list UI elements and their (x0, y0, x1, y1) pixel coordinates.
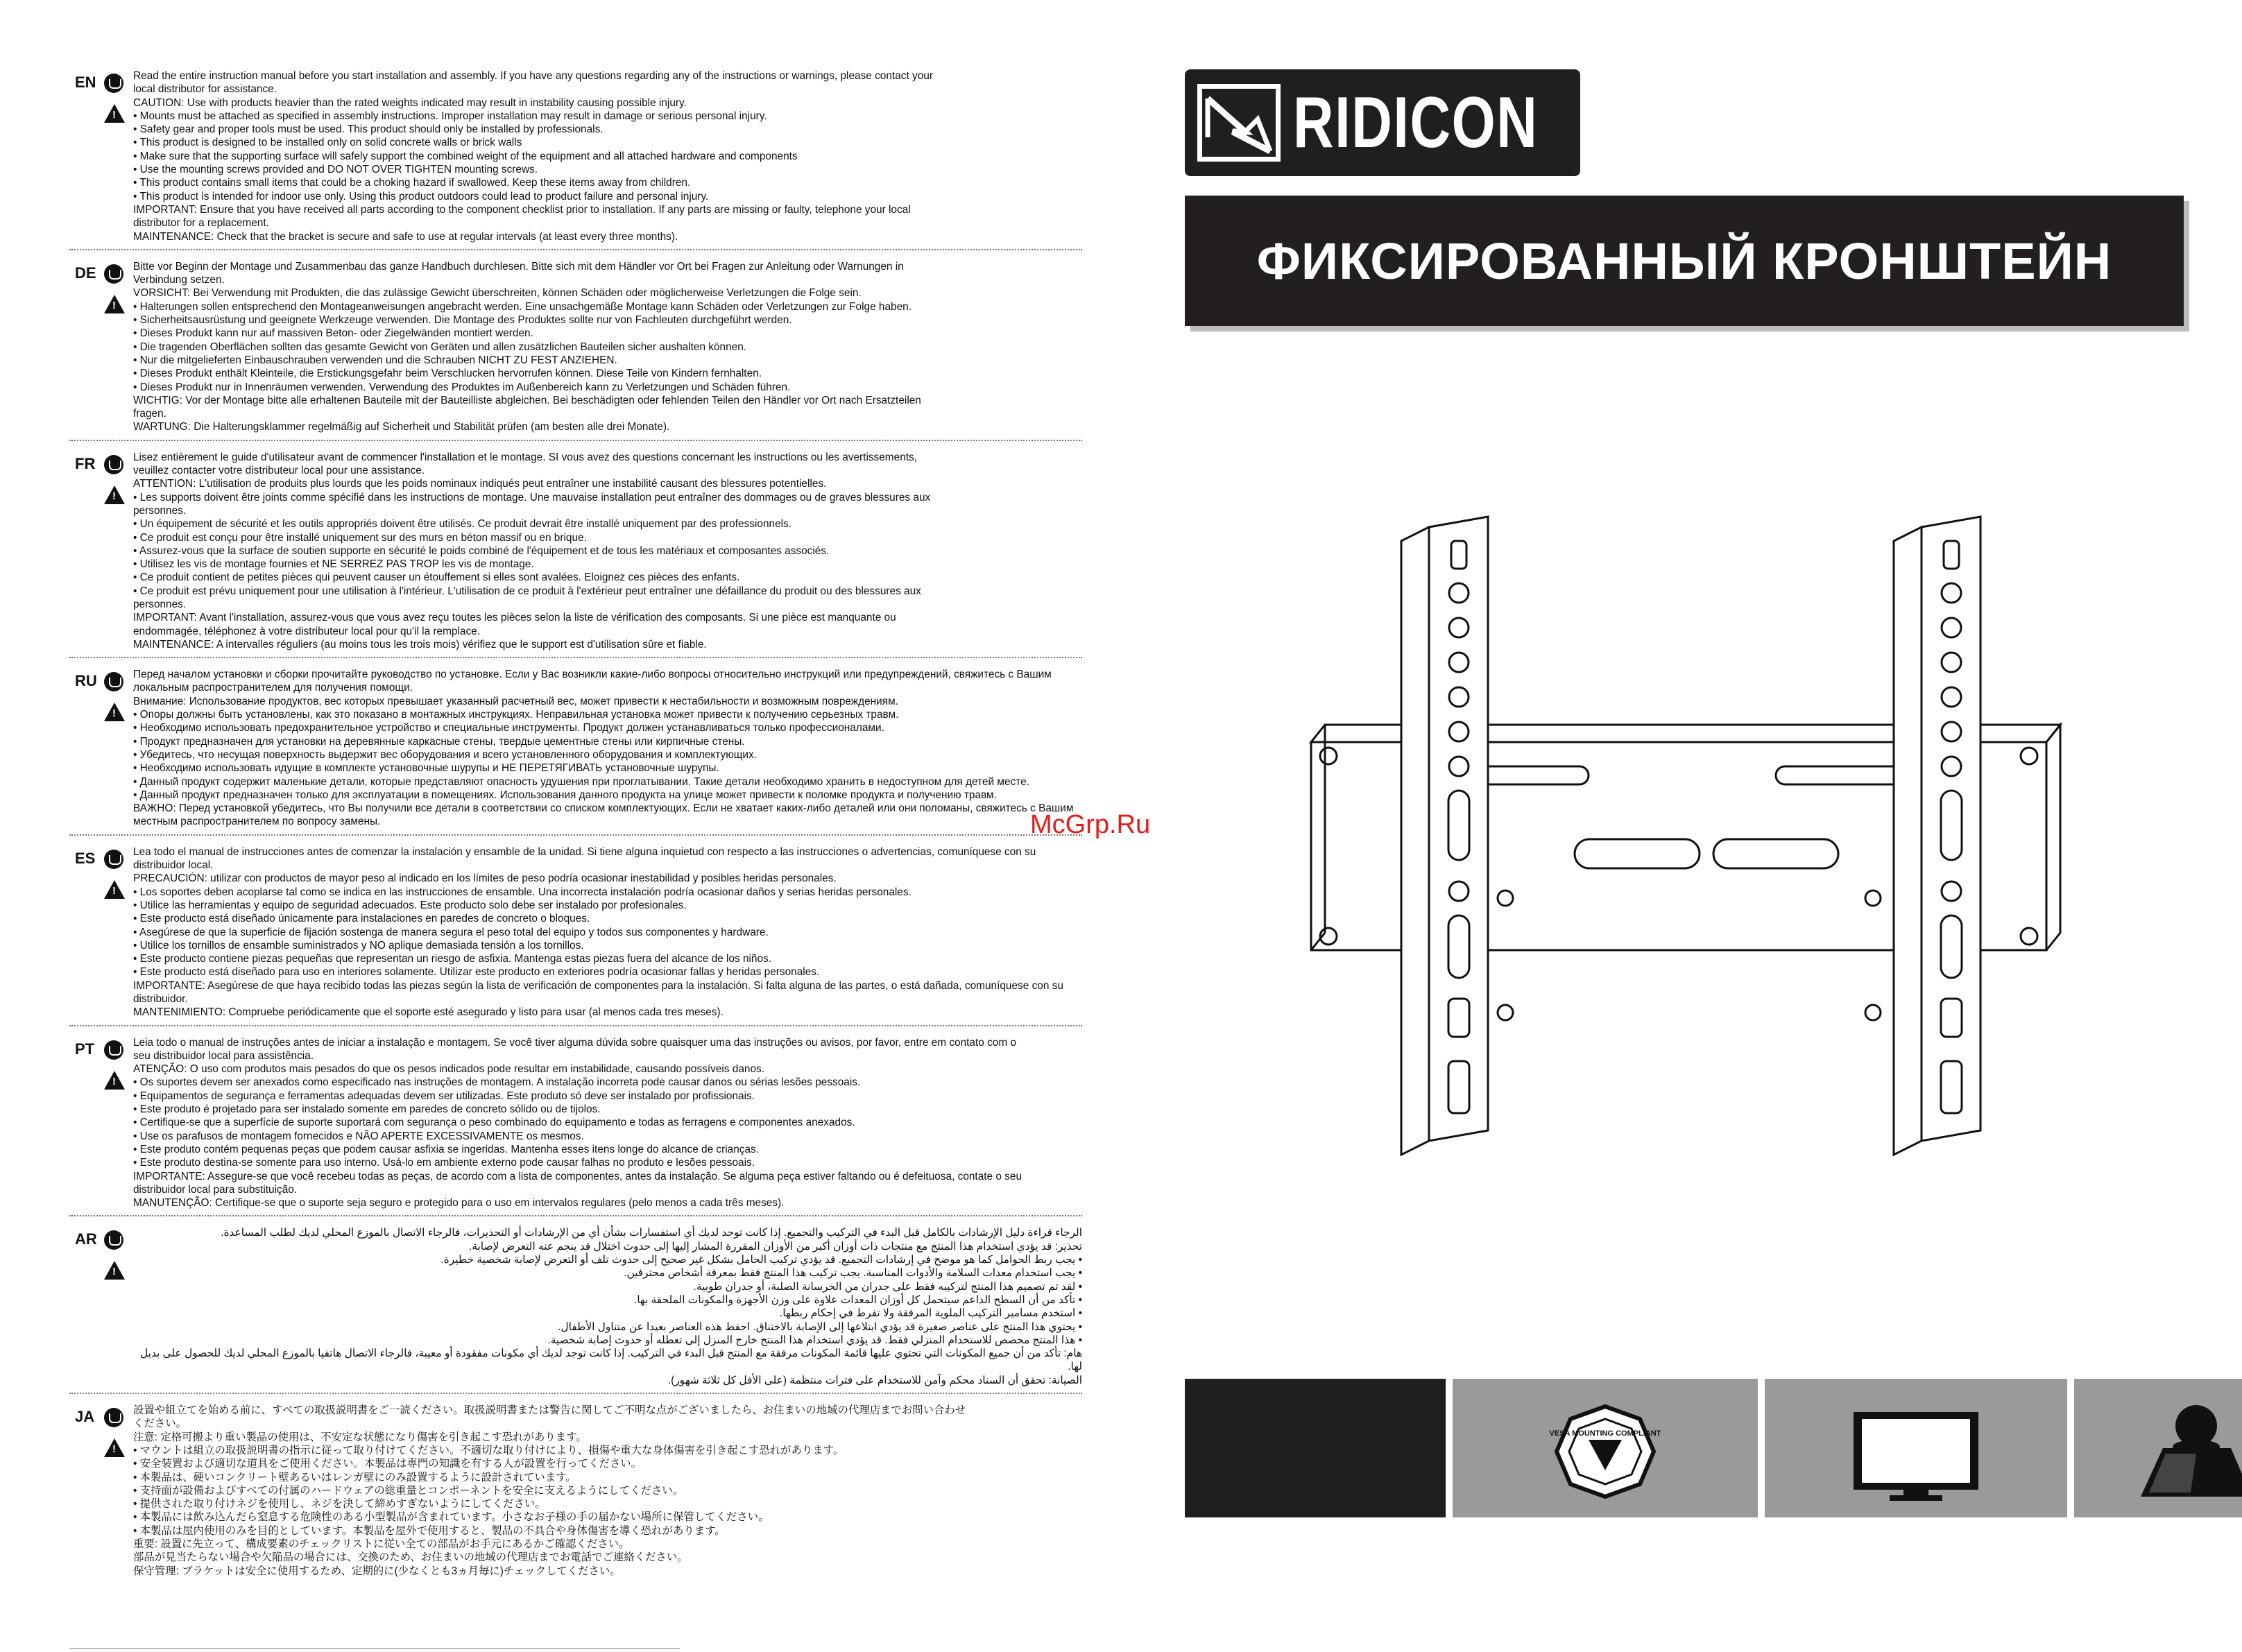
instruction-line: الصيانة: تحقق أن السناد محكم وآمن للاستخدام على فترات منتظمة (على الأقل كل ثلاثة شهور). (667, 1374, 1082, 1386)
instruction-line: • Los soportes deben acoplarse tal como se indica en las instrucciones de ensamble. Una incorrecta instalación podría ocasionar daños y serias heridas personales. (133, 886, 912, 898)
instruction-line: distributor for a replacement. (133, 217, 269, 230)
instruction-line: • 提供された取り付けネジを使用し、ネジを決して締めすぎないようにしてください。 (133, 1498, 546, 1511)
section-es (69, 845, 1082, 1026)
instruction-line: 注意: 定格可搬より重い製品の使用は、不安定な状態になり傷害を引き起こす恐れがあります。 (133, 1431, 587, 1443)
instruction-line: ВАЖНО: Перед установкой убедитесь, что Вы получили все детали в соответствии со списком комплектующих. Если не хватает каких-либо деталей или они поломаны, свяжитесь с Вашим (133, 802, 1074, 815)
instruction-line: • This product is designed to be installed only on solid concrete walls or brick walls (133, 137, 522, 149)
warning-icon (104, 1071, 125, 1090)
section-icons (104, 1408, 128, 1457)
language-code: DE (75, 264, 96, 282)
section-icons (104, 264, 128, 313)
feature-tile-tv (1765, 1379, 2067, 1517)
instruction-line: MAINTENANCE: A intervalles réguliers (au moins tous les trois mois) vérifiez que le support est d'utilisation sûre et fiable. (133, 638, 707, 651)
instruction-line: • Sicherheitsausrüstung und geeignete Werkzeuge verwenden. Die Montage des Produktes sollte nur von Fachleuten durchgeführt werden. (133, 314, 792, 327)
instruction-line: • يحتوي هذا المنتج على عناصر صغيرة قد يؤدي ابتلاعها إلى الإصابة بالاختناق. احفظ هذه العناصر بعيدا عن متناول الأطفال. (558, 1320, 1082, 1333)
instruction-line: • Safety gear and proper tools must be used. This product should only be installed by professionals. (133, 123, 604, 136)
instruction-line: • Utilisez les vis de montage fournies et NE SERREZ PAS TROP les vis de montage. (133, 558, 534, 571)
section-text (133, 1226, 1082, 1387)
instruction-line: personnes. (133, 598, 187, 610)
instruction-line: fragen. (133, 408, 166, 420)
language-code: PT (75, 1040, 95, 1058)
instruction-line: • Equipamentos de segurança e ferramentas adequadas devem ser utilizadas. Este produto só deve ser instalado por profissionais. (133, 1090, 755, 1102)
instruction-line: • Продукт предназначен для установки на деревянные каркасные стены, твердые цементные стены или кирпичные стены. (133, 735, 745, 748)
instruction-line: Внимание: Использование продуктов, вес которых превышает указанный расчетный вес, может привести к нестабильности и возможным повреждениям. (133, 695, 898, 707)
instruction-line: • Данный продукт предназначен только для эксплуатации в помещениях. Использования данного продукта на улице может привести к поломке продукта и получению травм. (133, 789, 997, 801)
instruction-line: veuillez contacter votre distributeur local pour une assistance. (133, 465, 425, 477)
section-icons (104, 1040, 128, 1090)
instruction-line: • Die tragenden Oberflächen sollten das gesamte Gewicht von Geräten und allen zusätzlichen Bauteilen sicher aushalten können. (133, 341, 747, 353)
weight-icon (2074, 1379, 2242, 1517)
instruction-line: • Необходимо использовать идущие в комплекте установочные шурупы и НЕ ПЕРЕТЯГИВАТЬ установочные шурупы. (133, 762, 719, 775)
instruction-line: местным распространителем по вопросу замены. (133, 816, 381, 828)
instruction-line: • Use os parafusos de montagem fornecidos e NÃO APERTE EXCESSIVAMENTE os mesmos. (133, 1130, 584, 1142)
instruction-line: • Assurez-vous que la surface de soutien supporte en sécurité le poids combiné de l'équipement et de tous les matériaux et composantes associés. (133, 544, 830, 557)
instruction-line: الرجاء قراءة دليل الإرشادات بالكامل قبل البدء في التركيب والتجميع. إذا كانت توجد لديك أي استفسارات بشأن أي من الإرشادات أو التحذيرات، فالرجاء الاتصال بالموزع المحلي لديك لطلب المساعدة. (221, 1227, 1082, 1239)
instruction-line: • Este produto destina-se somente para uso interno. Usá-lo em ambiente externo pode causar falhas no produto e lesões pessoais. (133, 1157, 755, 1169)
warning-icon (104, 880, 125, 899)
instruction-line: تحذير: قد يؤدي استخدام هذا المنتج مع منتجات ذات أوزان أكبر من الأوزان المقررة المشار إليها إلى حدوث اختلال قد ينجم عنه التعرض لإصابة. (468, 1240, 1082, 1253)
read-manual-icon (104, 1230, 123, 1250)
read-manual-icon (104, 1408, 123, 1427)
section-text (133, 69, 1082, 243)
instruction-line: • Необходимо использовать предохранительное устройство и специальные инструменты. Продукт должен устанавливаться только профессионалами. (133, 722, 884, 734)
read-manual-icon (104, 850, 123, 869)
instruction-line: IMPORTANTE: Assegure-se que você recebeu todas as peças, de acordo com a lista de componentes, antes da instalação. Se alguma peça estiver faltando ou é defeituosa, contate o seu (133, 1170, 1022, 1182)
instruction-line: • Un équipement de sécurité et les outils appropriés doivent être utilisés. Ce produit devrait être installé uniquement par des professionnels. (133, 518, 792, 531)
brand-name: RIDICON (1293, 82, 1539, 163)
read-manual-icon (104, 74, 123, 93)
instruction-line: • يجب ربط الحوامل كما هو موضح في إرشادات التجميع. قد يؤدي تركيب الحامل بشكل غير صحيح إلى حدوث تلف أو التعرض لإصابة شخصية خطيرة. (440, 1254, 1082, 1266)
instruction-line: distribuidor local para substituição. (133, 1183, 298, 1196)
instruction-line: CAUTION: Use with products heavier than the rated weights indicated may result in instability causing possible injury. (133, 96, 687, 109)
instruction-line: • Os suportes devem ser anexados como especificado nas instruções de montagem. A instalação incorreta pode causar danos ou sérias lesões pessoais. (133, 1076, 861, 1089)
section-de (69, 260, 1082, 441)
instruction-line: • Make sure that the supporting surface will safely support the combined weight of the equipment and all attached hardware and components (133, 150, 798, 162)
instruction-line: • 支持面が設備およびすべての付属のハードウェアの総重量とコンポーネントを安全に支えるようにしてください。 (133, 1484, 683, 1497)
instruction-line: • Este producto está diseñado para uso en interiores solamente. Utilizar este producto en exteriores podría ocasionar fallas y heridas personales. (133, 966, 820, 979)
instruction-line: • マウントは組立の取扱説明書の指示に従って取り付けてください。不適切な取り付けにより、損傷や重大な身体傷害を引き起こす恐れがあります。 (133, 1444, 844, 1456)
instruction-line: • Les supports doivent être joints comme spécifié dans les instructions de montage. Une mauvaise installation peut entraîner des dommages ou de graves blessures aux (133, 491, 931, 504)
feature-tile-weight (2074, 1379, 2242, 1517)
instructions-column (69, 69, 1082, 1593)
read-manual-icon (104, 264, 123, 284)
instruction-line: WICHTIG: Vor der Montage bitte alle erhaltenen Bauteile mit der Bauteilliste abgleichen. Bei beschädigten oder fehlenden Teilen den Händler vor Ort nach Ersatzteilen (133, 394, 921, 406)
section-icons (104, 672, 128, 721)
section-text (133, 1404, 1082, 1578)
instruction-line: MANUTENÇÃO: Certifique-se que o suporte seja seguro e protegido para o uso em intervalos regulares (pelo menos a cada três meses). (133, 1197, 785, 1210)
instruction-line: • 本製品には飲み込んだら窒息する危険性のある小型製品が含まれています。小さなお子様の手の届かない場所に保管してください。 (133, 1511, 769, 1524)
instruction-line: IMPORTANTE: Asegúrese de que haya recibido todas las piezas según la lista de verificación de componentes para la instalación. Si falta alguna de las partes, o está dañada, comuníquese con su (133, 979, 1063, 992)
warning-icon (104, 1438, 125, 1457)
instruction-line: • Utilice los tornillos de ensamble suministrados y NO aplique demasiada tensión a los tornillos. (133, 939, 584, 952)
instruction-line: ATENÇÃO: O uso com produtos mais pesados do que os pesos indicados pode resultar em instabilidade, causando possíveis danos. (133, 1063, 764, 1076)
instruction-line: Lisez entièrement le guide d'utilisateur avant de commencer l'installation et le montage. SI vous avez des questions concernant les instructions ou les avertissements, (133, 451, 917, 463)
instruction-line: • Данный продукт содержит маленькие детали, которые представляют опасность удушения при проглатывании. Такие детали необходимо хранить в недоступном для детей месте. (133, 775, 1029, 788)
instruction-line: • Dieses Produkt nur in Innenräumen verwenden. Verwendung des Produktes im Außenbereich kann zu Verletzungen und Schäden führen. (133, 381, 791, 393)
instruction-line: seu distribuidor local para assistência. (133, 1049, 314, 1062)
section-icons (104, 1230, 128, 1280)
instruction-line: ATTENTION: L'utilisation de produits plus lourds que les poids nominaux indiqués peut entraîner une instabilité causant des blessures potentielles. (133, 478, 827, 490)
instruction-line: distribuidor local. (133, 859, 214, 872)
section-text (133, 1036, 1082, 1210)
instruction-line: endommagée, téléphonez à votre distributeur local pour qu'il la remplace. (133, 625, 481, 637)
instruction-line: IMPORTANT: Ensure that you have received all parts according to the component checklist prior to installation. If any parts are missing or faulty, telephone your local (133, 203, 911, 216)
section-en (69, 69, 1082, 250)
instruction-line: • This product contains small items that could be a choking hazard if swallowed. Keep these items away from children. (133, 177, 691, 189)
warning-icon (104, 703, 125, 721)
instruction-line: distribuidor. (133, 993, 188, 1005)
instruction-line: • 本製品は屋内使用のみを目的としています。本製品を屋外で使用すると、製品の不具合や身体傷害を導く恐れがあります。 (133, 1524, 726, 1537)
section-icons (104, 850, 128, 899)
language-code: RU (75, 672, 97, 690)
instruction-line: • 安全装置および適切な道具をご使用ください。本製品は専門の知識を有する人が設置を行ってください。 (133, 1458, 642, 1470)
section-text (133, 451, 1082, 651)
watermark-text: McGrp.Ru (1030, 810, 1151, 839)
instruction-line: • Ce produit est prévu uniquement pour une utilisation à l'intérieur. L'utilisation de ce produit à l'extérieur peut entraîner une défaillance du produit ou des blessures aux (133, 585, 921, 597)
instruction-line: • This product is intended for indoor use only. Using this product outdoors could lead to product failure and personal injury. (133, 190, 709, 203)
language-code: EN (75, 74, 96, 91)
instruction-line: 保守管理: ブラケットは安全に使用するため、定期的に(少なくとも3ヵ月毎に)チェックしてください。 (133, 1565, 621, 1577)
instruction-line: • Certifique-se que a superfície de suporte suportará com segurança o peso combinado do equipamento e todas as ferragens e componentes anexados. (133, 1117, 855, 1129)
vesa-label: VESA MOUNTING COMPLIANT (1549, 1429, 1661, 1438)
section-ar (69, 1226, 1082, 1394)
title-banner (1185, 196, 2184, 326)
instruction-line: • 本製品は、硬いコンクリート壁あるいはレンガ壁にのみ設置するように設計されています。 (133, 1471, 576, 1483)
instruction-line: • هذا المنتج مخصص للاستخدام المنزلي فقط. قد يؤدي استخدام هذا المنتج خارج المنزل إلى تعطله أو حدوث إصابة شخصية. (547, 1334, 1082, 1346)
section-icons (104, 74, 128, 123)
section-text (133, 845, 1082, 1019)
instruction-line: • Utilice las herramientas y equipo de seguridad adecuados. Este producto solo debe ser instalado por profesionales. (133, 899, 687, 911)
instruction-line: • Este produto é projetado para ser instalado somente em paredes de concreto sólido ou de tijolos. (133, 1103, 601, 1116)
page-divider (69, 1648, 680, 1649)
feature-tile-blank (1185, 1379, 1446, 1517)
warning-icon (104, 295, 125, 313)
instruction-line: PRECAUCIÓN: utilizar con productos de mayor peso al indicado en los límites de peso podría ocasionar inestabilidad y posibles heridas personales. (133, 872, 837, 885)
section-text (133, 260, 1082, 434)
instruction-line: • Use the mounting screws provided and DO NOT OVER TIGHTEN mounting screws. (133, 164, 538, 176)
instruction-line: • استخدم مسامير التركيب الملوية المرفقة ولا تفرط في إحكام ربطها. (779, 1307, 1082, 1320)
instruction-line: Leia todo o manual de instruções antes de iniciar a instalação e montagem. Se você tiver alguma dúvida sobre quaisquer uma das instruções ou avisos, por favor, entre em contato com o (133, 1036, 1017, 1049)
instruction-line: WARTUNG: Die Halterungsklammer regelmäßig auf Sicherheit und Stabilität prüfen (am besten alle drei Monate). (133, 421, 670, 433)
instruction-line: Lea todo el manual de instrucciones antes de comenzar la instalación y ensamble de la unidad. Si tiene alguna inquietud con respecto a las instrucciones o advertencias, comuníquese con su (133, 845, 1036, 858)
instruction-line: IMPORTANT: Avant l'installation, assurez-vous que vous avez reçu toutes les pièces selon la liste de vérification des composants. Si une pièce est manquante ou (133, 612, 896, 624)
section-text (133, 668, 1082, 829)
instruction-line: • Dieses Produkt kann nur auf massiven Beton- oder Ziegelwänden montiert werden. (133, 327, 533, 340)
warning-icon (104, 485, 125, 504)
instruction-line: • لقد تم تصميم هذا المنتج لتركيبه فقط على جدران من الخرسانة الصلبة، أو جدران طوبية. (693, 1280, 1082, 1293)
instruction-line: 重要: 設置に先立って、構成要素のチェックリストに従い全ての部品がお手元にあるかご確認ください。 (133, 1538, 630, 1550)
section-ja (69, 1404, 1082, 1583)
instruction-line: • Mounts must be attached as specified in assembly instructions. Improper installation may result in damage or serious personal injury. (133, 110, 767, 122)
instruction-line: هام: تأكد من أن جميع المكونات التي تحتوي عليها قائمة المكونات مرفقة مع المنتج قبل البدء في التركيب. إذا كانت توجد لديك أي مكونات مفقودة أو معيبة، فالرجاء الاتصال هاتفيا بالموزع المحلي لديك للحصول على بديل لها. (140, 1348, 1082, 1373)
instruction-line: • Este producto está diseñado únicamente para instalaciones en paredes de concreto o bloques. (133, 913, 590, 925)
language-code: ES (75, 849, 96, 867)
language-code: AR (75, 1230, 97, 1248)
logo-mark-icon (1197, 84, 1281, 162)
instruction-line: MAINTENANCE: Check that the bracket is secure and safe to use at regular intervals (at least every three months). (133, 230, 678, 243)
instruction-line: • يجب استخدام معدات السلامة والأدوات المناسبة. يجب تركيب هذا المنتج فقط بمعرفة أشخاص محترفين. (624, 1267, 1082, 1280)
read-manual-icon (104, 455, 123, 474)
section-fr (69, 451, 1082, 658)
warning-icon (104, 1261, 125, 1280)
instruction-line: • Ce produit contient de petites pièces qui peuvent causer un étouffement si elles sont avalées. Eloignez ces pièces des enfants. (133, 571, 740, 584)
section-ru (69, 668, 1082, 836)
instruction-line: local distributor for assistance. (133, 83, 277, 96)
section-pt (69, 1036, 1082, 1217)
instruction-line: 設置や組立てを始める前に、すべての取扱説明書をご一読ください。取扱説明書または警告に関してご不明な点がございましたら、お住まいの地域の代理店までお問い合わせ (133, 1404, 966, 1417)
warning-icon (104, 104, 125, 123)
brand-logo (1185, 69, 1580, 176)
tv-icon (1765, 1379, 2067, 1517)
instruction-line: • Halterungen sollen entsprechend den Montageanweisungen angebracht werden. Eine unsachgemäße Montage kann Schäden oder Verletzungen zur Folge haben. (133, 300, 912, 313)
read-manual-icon (104, 1040, 123, 1060)
instruction-line: • Dieses Produkt enthält Kleinteile, die Erstickungsgefahr beim Verschlucken hervorrufen können. Diese Teile von Kindern fernhalten. (133, 368, 762, 380)
instruction-line: personnes. (133, 504, 187, 517)
instruction-line: • Опоры должны быть установлены, как это показано в монтажных инструкциях. Неправильная установка может привести к получению серьезных травм. (133, 709, 899, 721)
bracket-illustration (1297, 513, 2109, 1207)
instruction-line: • Nur die mitgelieferten Einbauschrauben verwenden und die Schrauben NICHT ZU FEST ANZIEHEN. (133, 354, 617, 366)
language-code: FR (75, 454, 96, 472)
instruction-line: Verbindung setzen. (133, 274, 225, 286)
instruction-line: • Asegúrese de que la superficie de fijación sostenga de manera segura el peso total del equipo y todos sus componentes y hardware. (133, 926, 769, 938)
instruction-line: Bitte vor Beginn der Montage und Zusammenbau das ganze Handbuch durchlesen. Bitte sich mit dem Händler vor Ort bei Fragen zur Anleitung oder Warnungen in (133, 260, 904, 273)
instruction-line: локальным распространителем для получения помощи. (133, 682, 413, 694)
read-manual-icon (104, 672, 123, 691)
page-title: ФИКСИРОВАННЫЙ КРОНШТЕЙН (1256, 232, 2112, 290)
instruction-line: Read the entire instruction manual before you start installation and assembly. If you have any questions regarding any of the instructions or warnings, please contact your (133, 70, 933, 82)
instruction-line: ください。 (133, 1418, 187, 1430)
feature-tile-vesa (1453, 1379, 1758, 1517)
section-icons (104, 455, 128, 504)
instruction-line: VORSICHT: Bei Verwendung mit Produkten, die das zulässige Gewicht überschreiten, können Schäden oder möglicherweise Verletzungen die Folge sein. (133, 287, 862, 300)
instruction-line: • Ce produit est conçu pour être installé uniquement sur des murs en béton massif ou en brique. (133, 531, 587, 544)
vesa-icon (1453, 1379, 1758, 1517)
instruction-line: MANTENIMIENTO: Compruebe periódicamente que el soporte esté asegurado y listo para usar (al menos cada tres meses). (133, 1006, 724, 1019)
instruction-line: • تأكد من أن السطح الداعم سيتحمل كل أوزان المعدات علاوة على وزن الأجهزة والمكونات الملحقة بها. (633, 1293, 1082, 1306)
instruction-line: • Este produto contém pequenas peças que podem causar asfixia se ingeridas. Mantenha esses itens longe do alcance de crianças. (133, 1143, 760, 1155)
instruction-line: 部品が見当たらない場合や欠陥品の場合には、交換のため、お住まいの地域の代理店までお電話でご連絡ください。 (133, 1551, 688, 1564)
instruction-line: • Este producto contiene piezas pequeñas que representan un riesgo de asfixia. Mantenga estas piezas fuera del alcance de los niños. (133, 953, 772, 965)
instruction-line: Перед началом установки и сборки прочитайте руководство по установке. Если у Вас возникли какие-либо вопросы относительно инструкций или предупреждений, свяжитесь с Вашим (133, 669, 1052, 681)
instruction-line: • Убедитесь, что несущая поверхность выдержит вес оборудования и всего установленного оборудования и комплектующих. (133, 748, 757, 761)
language-code: JA (75, 1408, 95, 1426)
